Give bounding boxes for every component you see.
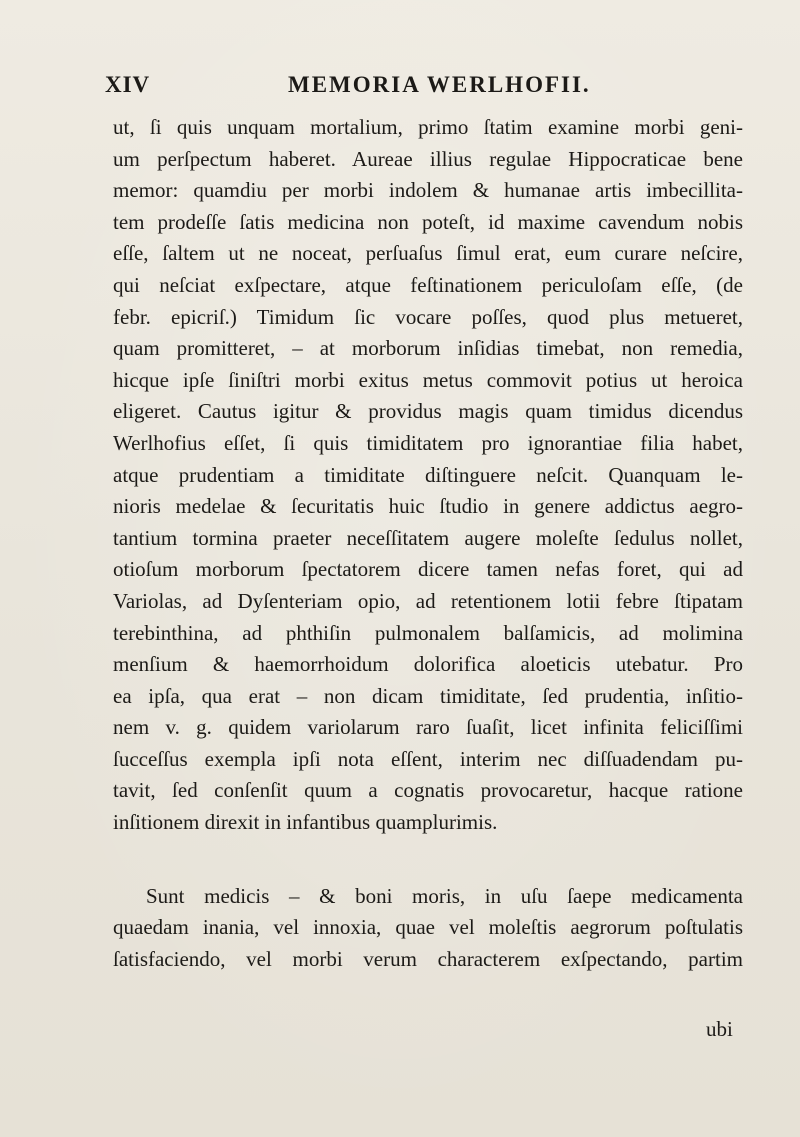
running-head	[105, 58, 705, 108]
text-line: qui neſciat exſpectare, atque feſtinationem periculoſam eſſe, (de	[113, 272, 743, 297]
text-line: ſucceſſus exempla ipſi nota eſſent, interim nec diſſuadendam pu-	[113, 746, 743, 771]
text-line: eſſe, ſaltem ut ne noceat, perſuaſus ſimul erat, eum curare neſcire,	[113, 241, 743, 266]
paragraph-2	[113, 881, 743, 976]
text-line: tavit, ſed conſenſit quum a cognatis provocaretur, hacque ratione	[113, 778, 743, 803]
text-line: quam promitteret, – at morborum inſidias timebat, non remedia,	[113, 336, 743, 361]
text-line: menſium & haemorrhoidum dolorifica aloeticis utebatur. Pro	[113, 652, 743, 677]
text-line: um perſpectum haberet. Aureae illius regulae Hippocraticae bene	[113, 146, 743, 171]
text-line: nioris medelae & ſecuritatis huic ſtudio in genere addictus aegro-	[113, 494, 743, 519]
paragraph-gap	[113, 839, 743, 881]
text-line: nem v. g. quidem variolarum raro ſuaſit, licet infinita feliciſſimi	[113, 715, 743, 740]
text-line: ea ipſa, qua erat – non dicam timiditate, ſed prudentia, inſitio-	[113, 683, 743, 708]
body-text	[113, 112, 743, 975]
page-number: XIV	[105, 72, 151, 97]
running-title: MEMORIA WERLHOFII.	[288, 72, 591, 97]
text-line: memor: quamdiu per morbi indolem & humanae artis imbecillita-	[113, 178, 743, 203]
catchword: ubi	[706, 1017, 733, 1041]
text-line: eligeret. Cautus igitur & providus magis quam timidus dicendus	[113, 399, 743, 424]
text-line: ut, ſi quis unquam mortalium, primo ſtatim examine morbi geni-	[113, 115, 743, 139]
text-line: Sunt medicis – & boni moris, in uſu ſaepe medicamenta	[146, 883, 743, 908]
text-line: quaedam inania, vel innoxia, quae vel moleſtis aegrorum poſtulatis	[113, 915, 743, 940]
text-line: febr. epicriſ.) Timidum ſic vocare poſſes, quod plus metueret,	[113, 304, 743, 329]
text-line: tantium tormina praeter neceſſitatem augere moleſte ſedulus nollet,	[113, 525, 743, 550]
paragraph-1	[113, 112, 743, 839]
text-line: tem prodeſſe ſatis medicina non poteſt, id maxime cavendum nobis	[113, 209, 743, 234]
text-line: otioſum morborum ſpectatorem dicere tamen nefas foret, qui ad	[113, 557, 743, 582]
text-line: inſitionem direxit in infantibus quamplurimis.	[113, 810, 498, 835]
text-line: hicque ipſe ſiniſtri morbi exitus metus commovit potius ut heroica	[113, 367, 743, 392]
text-line: ſatisfaciendo, vel morbi verum characterem exſpectando, partim	[113, 946, 743, 971]
text-line: Werlhofius eſſet, ſi quis timiditatem pro ignorantiae filia habet,	[113, 430, 743, 455]
text-line: terebinthina, ad phthiſin pulmonalem balſamicis, ad molimina	[113, 620, 743, 645]
text-line: Variolas, ad Dyſenteriam opio, ad retentionem lotii febre ſtipatam	[113, 588, 743, 613]
text-line: atque prudentiam a timiditate diſtinguere neſcit. Quanquam le-	[113, 462, 743, 487]
